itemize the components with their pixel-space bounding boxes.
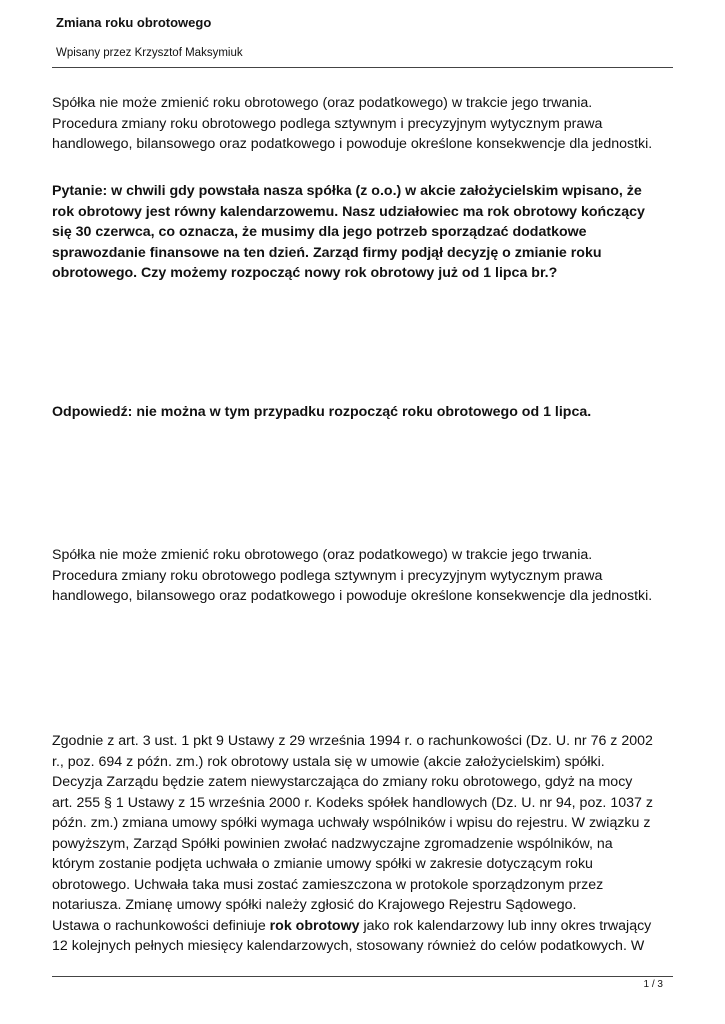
intro-paragraph (52, 93, 677, 155)
body-paragraph (52, 731, 677, 957)
text-line: rok obrotowy jest równy kalendarzowemu. Nasz udziałowiec ma rok obrotowy kończący (52, 203, 645, 220)
text-line: r., poz. 694 z późn. zm.) rok obrotowy ustala się w umowie (akcie założycielskim) spółki. (52, 753, 605, 770)
page-header (52, 0, 673, 68)
text-line: Spółka nie może zmienić roku obrotowego (oraz podatkowego) w trakcie jego trwania. (52, 95, 593, 111)
text-line: Procedura zmiany roku obrotowego podlega sztywnym i precyzyjnym wytycznym prawa (52, 567, 603, 584)
intro-repeat-paragraph (52, 545, 677, 607)
text-line: późn. zm.) zmiana umowy spółki wymaga uchwały wspólników i wpisu do rejestru. W związku z (52, 815, 651, 831)
definition-term: rok obrotowy (269, 917, 360, 934)
text-line: obrotowego. Czy możemy rozpocząć nowy rok obrotowy już od 1 lipca br.? (52, 265, 558, 281)
answer-paragraph (52, 402, 677, 423)
page-number: 1 / 3 (643, 979, 663, 990)
definition-text-before: Ustawa o rachunkowości definiuje (52, 917, 270, 934)
document-title: Zmiana roku obrotowego (56, 15, 212, 30)
page-footer (52, 976, 673, 990)
text-line: Zgodnie z art. 3 ust. 1 pkt 9 Ustawy z 29 września 1994 r. o rachunkowości (Dz. U. nr 76 z 2002 (52, 733, 653, 749)
text-line: art. 255 § 1 Ustawy z 15 września 2000 r. Kodeks spółek handlowych (Dz. U. nr 94, poz. 1037 z (52, 794, 653, 811)
text-line: Decyzja Zarządu będzie zatem niewystarczająca do zmiany roku obrotowego, gdyż na mocy (52, 774, 633, 790)
text-line: Pytanie: w chwili gdy powstała nasza spółka (z o.o.) w akcie założycielskim wpisano, że (52, 183, 642, 199)
definition-line (52, 916, 677, 937)
text-line: którym zostanie podjęta uchwała o zmianie umowy spółki w zakresie dotyczącym roku (52, 856, 593, 872)
text-line: powyższym, Zarząd Spółki powinien zwołać nadzwyczajne zgromadzenie wspólników, na (52, 835, 613, 852)
document-author: Wpisany przez Krzysztof Maksymiuk (56, 47, 243, 59)
text-line: się 30 czerwca, co oznacza, że musimy dla jego potrzeb sporządzać dodatkowe (52, 224, 587, 240)
text-line: Procedura zmiany roku obrotowego podlega sztywnym i precyzyjnym wytycznym prawa (52, 115, 603, 132)
text-line: handlowego, bilansowego oraz podatkowego i powoduje określone konsekwencje dla jednostki. (52, 136, 653, 152)
text-line: notariusza. Zmianę umowy spółki należy zgłosić do Krajowego Rejestru Sądowego. (52, 897, 577, 913)
text-line: handlowego, bilansowego oraz podatkowego i powoduje określone konsekwencje dla jednostki. (52, 588, 653, 604)
question-paragraph (52, 181, 677, 284)
text-line: 12 kolejnych pełnych miesięcy kalendarzowych, stosowany również do celów podatkowych. W (52, 938, 645, 954)
definition-text-after: jako rok kalendarzowy lub inny okres trwający (359, 917, 652, 934)
text-line: Spółka nie może zmienić roku obrotowego (oraz podatkowego) w trakcie jego trwania. (52, 547, 593, 563)
text-line: obrotowego. Uchwała taka musi zostać zamieszczona w protokole sporządzonym przez (52, 876, 604, 893)
answer-text: Odpowiedź: nie można w tym przypadku rozpocząć roku obrotowego od 1 lipca. (52, 404, 592, 420)
text-line: sprawozdanie finansowe na ten dzień. Zarząd firmy podjął decyzję o zmianie roku (52, 244, 602, 261)
